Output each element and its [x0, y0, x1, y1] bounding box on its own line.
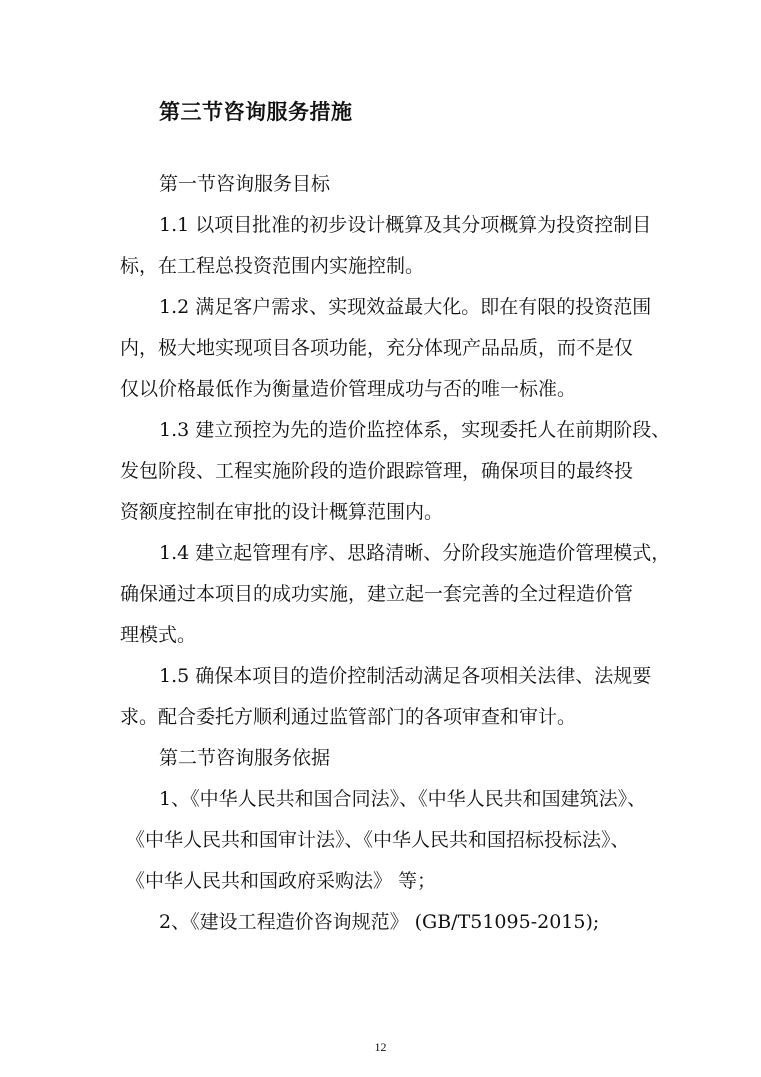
paragraph-line: 《中华人民共和国审计法》、《中华人民共和国招标投标法》、 [126, 829, 630, 851]
paragraph-line: 标，在工程总投资范围内实施控制。 [120, 255, 425, 277]
paragraph-line: 仅以价格最低作为衡量造价管理成功与否的唯一标准。 [120, 378, 577, 400]
subsection-title: 第二节咨询服务依据 [159, 747, 331, 769]
paragraph-line: 2、《建设工程造价咨询规范》 (GB/T51095-2015); [159, 911, 600, 933]
paragraph-line: 理模式。 [120, 624, 197, 646]
paragraph-line: 确保通过本项目的成功实施，建立起一套完善的全过程造价管 [120, 583, 634, 605]
paragraph-line: 发包阶段、工程实施阶段的造价跟踪管理，确保项目的最终投 [120, 460, 634, 482]
page-number: 12 [374, 1040, 387, 1054]
section-heading: 第三节咨询服务措施 [159, 99, 353, 124]
paragraph-line: 1.3 建立预控为先的造价监控体系，实现委托人在前期阶段、 [159, 419, 671, 441]
paragraph-line: 1.5 确保本项目的造价控制活动满足各项相关法律、法规要 [159, 665, 652, 687]
paragraph-line: 1、《中华人民共和国合同法》、《中华人民共和国建筑法》、 [159, 788, 647, 810]
paragraph-line: 内，极大地实现项目各项功能，充分体现产品品质，而不是仅 [120, 337, 634, 359]
paragraph-line: 1.1 以项目批准的初步设计概算及其分项概算为投资控制目 [159, 214, 652, 236]
subsection-title: 第一节咨询服务目标 [159, 173, 331, 195]
paragraph-line: 求。配合委托方顺利通过监管部门的各项审查和审计。 [120, 706, 577, 728]
paragraph-line: 资额度控制在审批的设计概算范围内。 [120, 501, 444, 523]
paragraph-line: 1.4 建立起管理有序、思路清晰、分阶段实施造价管理模式， [159, 542, 671, 564]
paragraph-line: 《中华人民共和国政府采购法》 等； [126, 870, 437, 892]
paragraph-line: 1.2 满足客户需求、实现效益最大化。即在有限的投资范围 [159, 296, 652, 318]
